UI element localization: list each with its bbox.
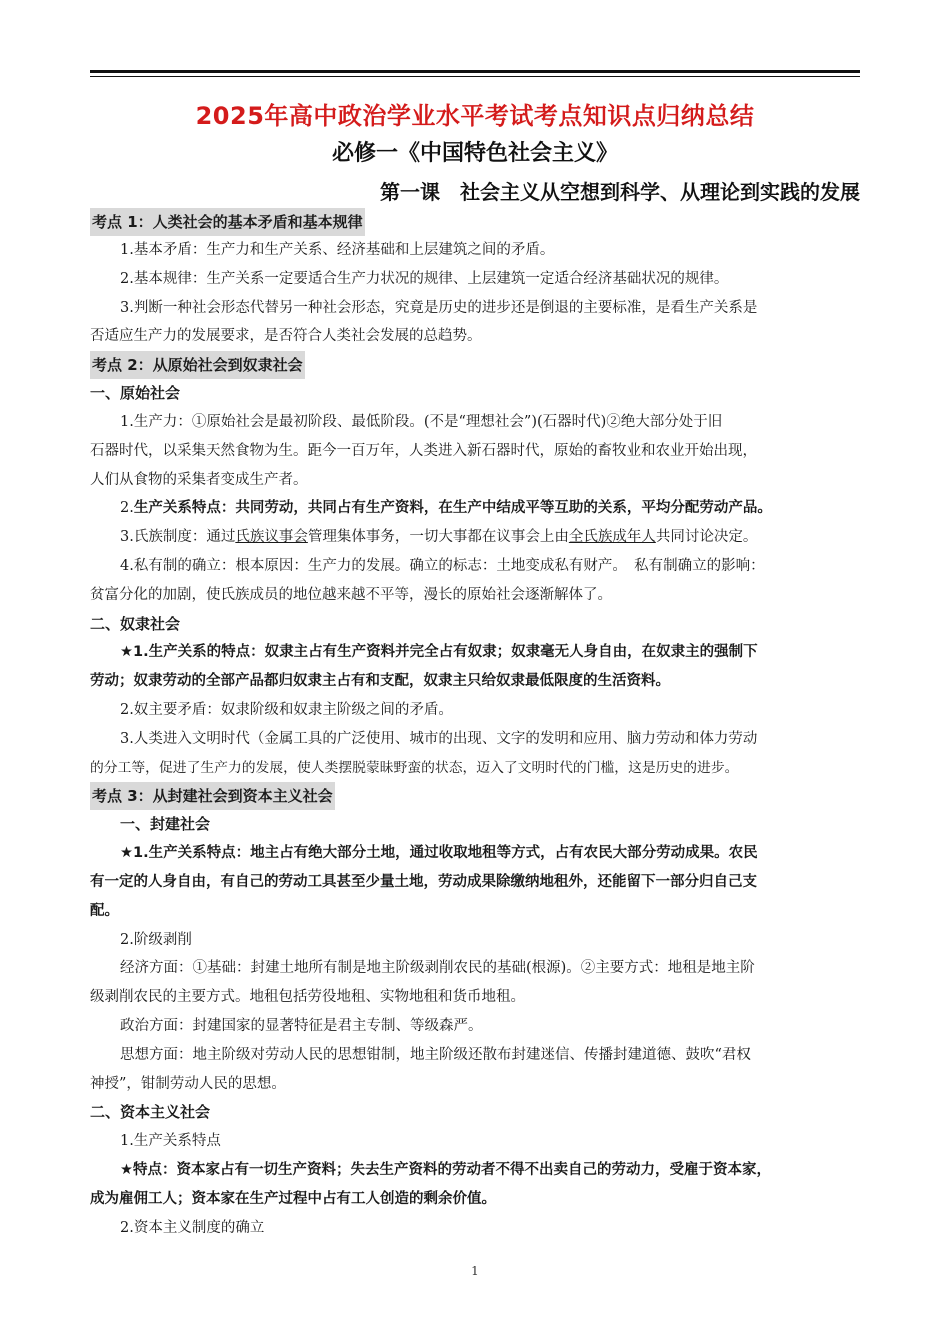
kp1-heading: 考点 1：人类社会的基本矛盾和基本规律 — [90, 208, 365, 236]
kp2-p3-post: 共同讨论决定。 — [655, 529, 758, 546]
kp3-s2feat-a: ★特点：资本家占有一切生产资料；失去生产资料的劳动者不得不出卖自己的劳动力，受雇于资本家， — [120, 1161, 771, 1178]
kp3-p1c: 配。 — [90, 902, 119, 919]
kp3-pol: 政治方面：封建国家的显著特征是君主专制、等级森严。 — [120, 1017, 483, 1034]
kp1-point-3a: 3.判断一种社会形态代替另一种社会形态，究竟是历史的进步还是倒退的主要标准，是看生产关系是 — [120, 299, 758, 316]
kp3-s2feat-b: 成为雇佣工人；资本家在生产过程中占有工人创造的剩余价值。 — [90, 1190, 496, 1207]
kp2-sec2-heading: 二、奴隶社会 — [90, 614, 181, 633]
kp2-s2p3b: 的分工等，促进了生产力的发展，使人类摆脱蒙昧野蛮的状态，迈入了文明时代的门槛，这是历史的进步。 — [90, 759, 739, 776]
header-rule-thick — [90, 70, 860, 73]
kp2-s2p2: 2.奴主要矛盾：奴隶阶级和奴隶主阶级之间的矛盾。 — [120, 701, 453, 718]
kp2-section — [90, 351, 860, 782]
kp2-p1c: 人们从食物的采集者变成生产者。 — [90, 471, 308, 488]
kp3-p1b: 有一定的人身自由，有自己的劳动工具甚至少量土地，劳动成果除缴纳地租外，还能留下一部分归自己支 — [90, 873, 757, 890]
kp2-s2p1a: ★1.生产关系的特点：奴隶主占有生产资料并完全占有奴隶；奴隶毫无人身自由，在奴隶主的强制下 — [120, 644, 758, 661]
kp3-ide-b: 神授”，钳制劳动人民的思想。 — [90, 1075, 286, 1092]
kp1-section — [90, 208, 860, 351]
kp1-point-2: 2.基本规律：生产关系一定要适合生产力状况的规律、上层建筑一定适合经济基础状况的规律。 — [120, 270, 729, 287]
kp2-sec1-heading: 一、原始社会 — [90, 384, 181, 403]
kp3-s2p1: 1.生产关系特点 — [120, 1133, 221, 1150]
kp2-p1a: 1.生产力：①原始社会是最初阶段、最低阶段。(不是“理想社会”)(石器时代)②绝大部分处于旧 — [120, 413, 723, 430]
header-rule-thin — [90, 76, 860, 77]
kp3-p1a-text: 生产关系特点：地主占有绝大部分土地，通过收取地租等方式，占有农民大部分劳动成果。农民 — [148, 845, 758, 862]
kp3-p1a-star: ★1. — [120, 845, 149, 862]
kp3-sec2-heading: 二、资本主义社会 — [90, 1103, 211, 1122]
kp3-s2p2: 2.资本主义制度的确立 — [120, 1219, 265, 1236]
kp2-s2p1b: 劳动；奴隶劳动的全部产品都归奴隶主占有和支配，奴隶主只给奴隶最低限度的生活资料。 — [90, 673, 670, 690]
kp2-s2p3a: 3.人类进入文明时代（金属工具的广泛使用、城市的出现、文字的发明和应用、脑力劳动和体力劳动 — [120, 730, 758, 747]
kp2-p3-pre: 3.氏族制度：通过 — [120, 529, 236, 546]
kp2-p2-num: 2. — [120, 500, 134, 517]
kp3-sec1-heading: 一、封建社会 — [120, 815, 211, 834]
kp1-point-1: 1.基本矛盾：生产力和生产关系、经济基础和上层建筑之间的矛盾。 — [120, 242, 555, 258]
page-number: 1 — [471, 1264, 479, 1278]
lesson-title: 第一课 社会主义从空想到科学、从理论到实践的发展 — [380, 180, 860, 204]
kp2-p3-underline-2: 全氏族成年人 — [568, 529, 656, 546]
kp3-heading: 考点 3：从封建社会到资本主义社会 — [90, 782, 335, 810]
kp3-ide-a: 思想方面：地主阶级对劳动人民的思想钳制，地主阶级还散布封建迷信、传播封建道德、鼓吹“君权 — [120, 1046, 751, 1063]
kp3-section — [90, 782, 860, 1242]
kp2-p2 — [90, 494, 860, 523]
content-body — [90, 208, 860, 1242]
kp2-p4a: 4.私有制的确立：根本原因：生产力的发展。确立的标志：土地变成私有财产。 私有制确立的影响： — [120, 557, 765, 574]
kp3-econ-a: 经济方面：①基础：封建土地所有制是地主阶级剥削农民的基础(根源)。②主要方式：地租是地主阶 — [120, 960, 755, 977]
kp3-econ-b: 级剥削农民的主要方式。地租包括劳役地租、实物地租和货币地租。 — [90, 989, 525, 1006]
kp3-p1a — [90, 839, 860, 868]
kp2-p1b: 石器时代，以采集天然食物为生。距今一百万年，人类进入新石器时代，原始的畜牧业和农业开始出现， — [90, 442, 757, 459]
kp2-p2-text: 生产关系特点：共同劳动，共同占有生产资料，在生产中结成平等互助的关系，平均分配劳动产品。 — [133, 500, 772, 517]
kp2-p3-underline-1: 氏族议事会 — [235, 529, 308, 546]
kp1-point-3b: 否适应生产力的发展要求，是否符合人类社会发展的总趋势。 — [90, 328, 482, 345]
kp2-p3 — [90, 523, 860, 552]
document-title: 2025年高中政治学业水平考试考点知识点归纳总结 — [195, 102, 755, 130]
kp2-p4b: 贫富分化的加剧，使氏族成员的地位越来越不平等，漫长的原始社会逐渐解体了。 — [90, 586, 612, 603]
kp3-p2: 2.阶级剥削 — [120, 931, 192, 948]
kp2-heading: 考点 2：从原始社会到奴隶社会 — [90, 351, 305, 379]
document-subtitle: 必修一《中国特色社会主义》 — [331, 141, 618, 166]
kp2-p3-mid: 管理集体事务，一切大事都在议事会上由 — [307, 529, 569, 546]
